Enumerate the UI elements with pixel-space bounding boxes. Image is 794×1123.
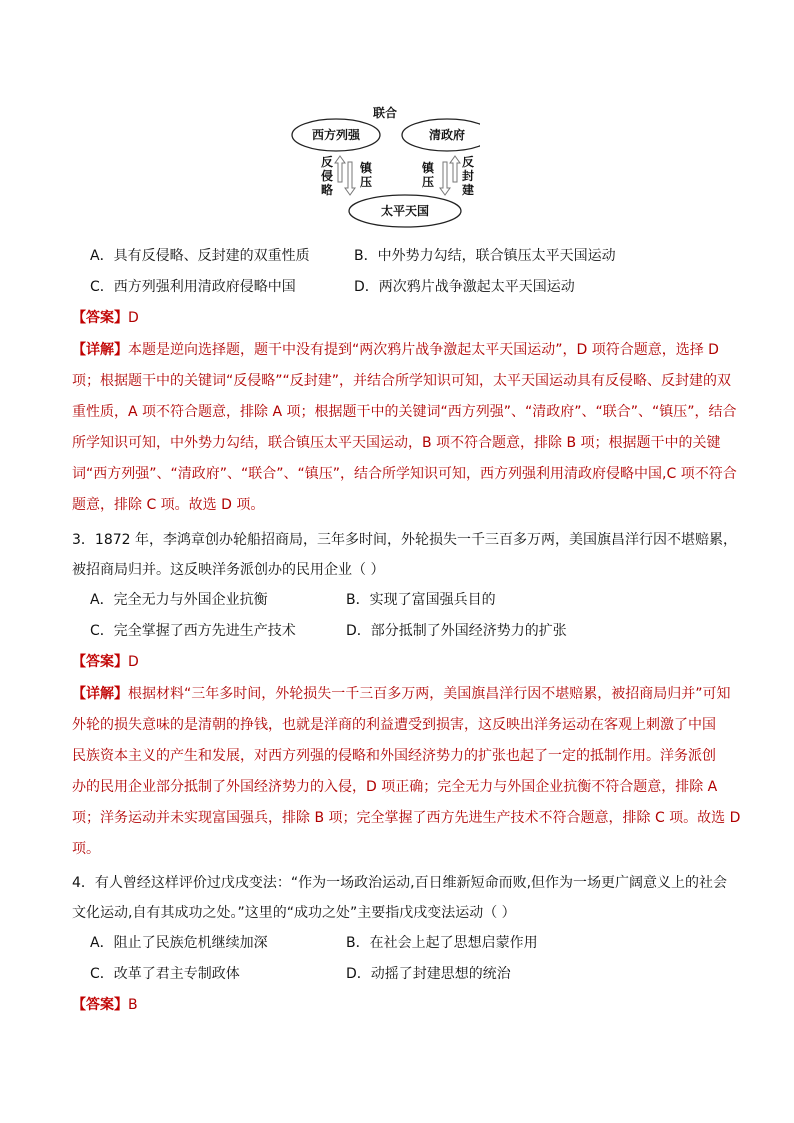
right-down-label-1: 镇 <box>421 161 435 175</box>
answer-tag: 【答案】 <box>72 654 128 670</box>
detail-text: 本题是逆向选择题，题干中没有提到“两次鸦片战争激起太平天国运动”，D 项符合题意，选择 D <box>128 342 719 358</box>
answer-value: D <box>128 310 139 326</box>
diagram-right-node: 清政府 <box>428 128 466 142</box>
q2-detail-line-5: 词“西方列强”、“清政府”、“联合”、“镇压”，结合所学知识可知，西方列强利用清政府侵略中国,C 项不符合 <box>72 466 737 482</box>
q3-option-a: A．完全无力与外国企业抗衡 <box>90 592 268 608</box>
q2-option-b: B．中外势力勾结，联合镇压太平天国运动 <box>354 248 616 264</box>
diagram-left-node: 西方列强 <box>311 128 361 142</box>
diagram-top-label: 联合 <box>372 106 398 120</box>
q3-option-c: C．完全掌握了西方先进生产技术 <box>90 623 296 639</box>
detail-text: 根据材料“三年多时间，外轮损失一千三百多万两，美国旗昌洋行因不堪赔累，被招商局归并”可知 <box>128 686 731 702</box>
q3-stem-line-1: 3．1872 年，李鸿章创办轮船招商局，三年多时间，外轮损失一千三百多万两，美国旗昌洋行因不堪赔累， <box>72 532 737 548</box>
q2-option-c: C．西方列强利用清政府侵略中国 <box>90 279 296 295</box>
left-down-label-1: 镇 <box>359 161 373 175</box>
right-up-label-3: 建 <box>461 183 475 197</box>
q3-option-d: D．部分抵制了外国经济势力的扩张 <box>346 623 567 639</box>
diagram-bottom-node: 太平天国 <box>380 204 430 218</box>
q4-option-d: D．动摇了封建思想的统治 <box>346 966 511 982</box>
detail-tag: 【详解】 <box>72 342 128 358</box>
q3-detail-line-2: 外轮的损失意味的是清朝的挣钱，也就是洋商的利益遭受到损害，这反映出洋务运动在客观上刺激了中国 <box>72 717 716 733</box>
q2-detail-line-3: 重性质，A 项不符合题意，排除 A 项；根据题干中的关键词“西方列强”、“清政府”、“联合”、“镇压”，结合 <box>72 404 737 420</box>
q3-detail-line-3: 民族资本主义的产生和发展，对西方列强的侵略和外国经济势力的扩张也起了一定的抵制作用。洋务派创 <box>72 748 716 764</box>
q3-detail-line-5: 项；洋务运动并未实现富国强兵，排除 B 项；完全掌握了西方先进生产技术不符合题意，排除 C 项。故选 D <box>72 810 741 826</box>
right-double-arrow <box>440 156 460 195</box>
q4-option-c: C．改革了君主专制政体 <box>90 966 240 982</box>
q4-stem-line-1: 4．有人曾经这样评价过戊戌变法：“作为一场政治运动,百日维新短命而败,但作为一场更广阔意义上的社会 <box>72 875 728 891</box>
q4-answer <box>72 995 138 1015</box>
q2-detail-line-4: 所学知识可知，中外势力勾结，联合镇压太平天国运动，B 项不符合题意，排除 B 项；根据题干中的关键 <box>72 435 721 451</box>
q2-detail-line-6: 题意，排除 C 项。故选 D 项。 <box>72 497 265 513</box>
q4-stem-line-2: 文化运动,自有其成功之处。”这里的“成功之处”主要指戊戌变法运动（ ） <box>72 905 516 921</box>
q2-answer <box>72 308 139 328</box>
q3-detail-line-4: 办的民用企业部分抵制了外国经济势力的入侵，D 项正确；完全无力与外国企业抗衡不符合题意，排除 A <box>72 779 718 795</box>
answer-tag: 【答案】 <box>72 997 128 1013</box>
relationship-diagram <box>290 100 480 232</box>
answer-value: B <box>128 997 138 1013</box>
detail-tag: 【详解】 <box>72 686 128 702</box>
right-down-label-2: 压 <box>421 175 435 189</box>
left-up-label-2: 侵 <box>320 169 334 183</box>
left-up-label-1: 反 <box>320 155 334 169</box>
q2-option-a: A．具有反侵略、反封建的双重性质 <box>90 248 310 264</box>
left-down-label-2: 压 <box>359 175 373 189</box>
answer-value: D <box>128 654 139 670</box>
q3-option-b: B．实现了富国强兵目的 <box>346 592 496 608</box>
q4-option-a: A．阻止了民族危机继续加深 <box>90 935 268 951</box>
q3-detail-line-6: 项。 <box>72 841 100 857</box>
right-up-label-1: 反 <box>461 155 475 169</box>
q3-detail-line-1 <box>72 684 731 704</box>
q2-option-d: D．两次鸦片战争激起太平天国运动 <box>354 279 575 295</box>
q4-option-b: B．在社会上起了思想启蒙作用 <box>346 935 538 951</box>
q3-stem-line-2: 被招商局归并。这反映洋务派创办的民用企业（ ） <box>72 562 385 578</box>
answer-tag: 【答案】 <box>72 310 128 326</box>
left-up-label-3: 略 <box>320 183 334 197</box>
q3-answer <box>72 652 139 672</box>
q2-detail-line-2: 项；根据题干中的关键词“反侵略”“反封建”，并结合所学知识可知，太平天国运动具有反侵略、反封建的双 <box>72 373 732 389</box>
right-up-label-2: 封 <box>461 169 475 183</box>
left-double-arrow <box>335 156 355 195</box>
q2-detail-line-1 <box>72 340 719 360</box>
diagram-svg <box>290 100 480 232</box>
